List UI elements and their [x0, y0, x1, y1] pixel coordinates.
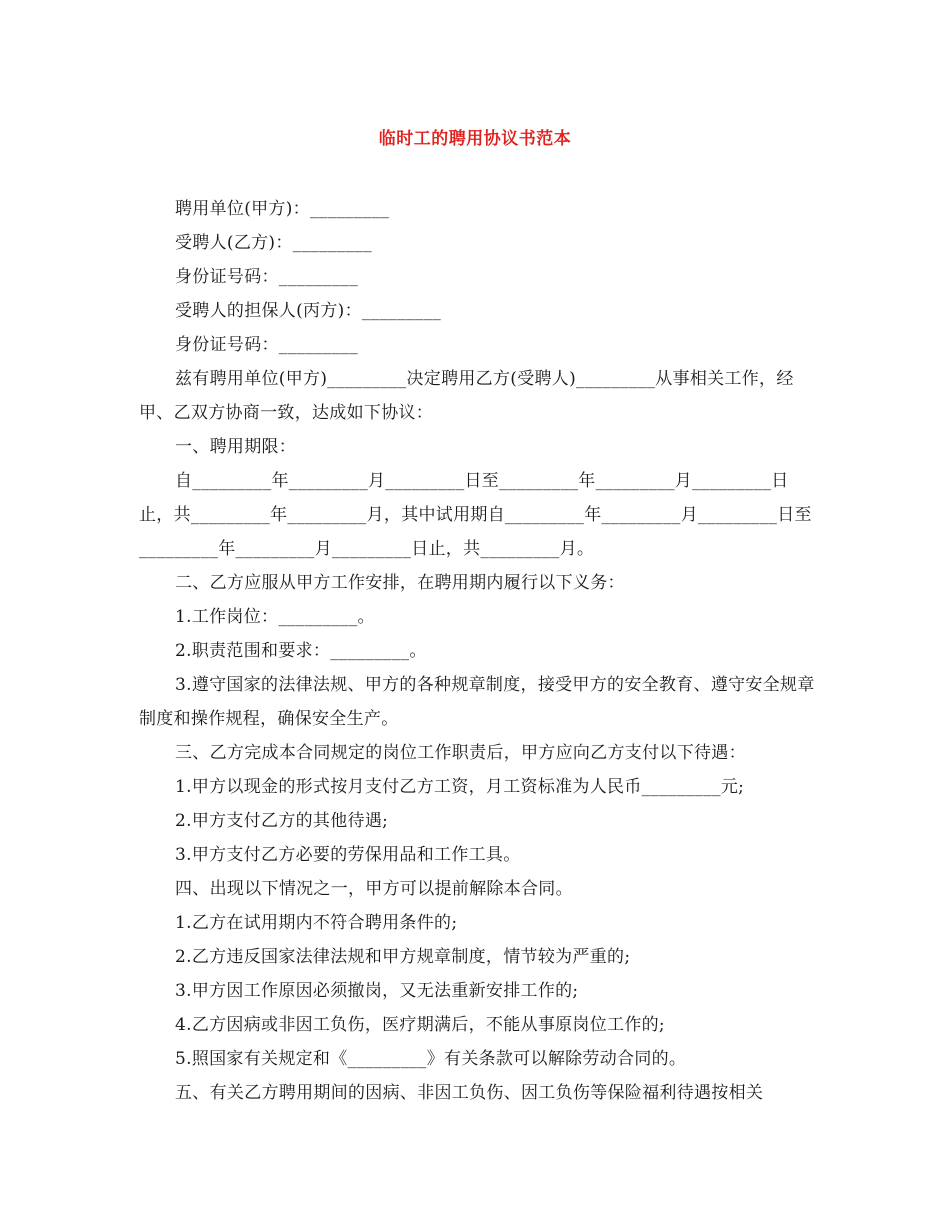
clause-item: 5.照国家有关规定和《_________》有关条款可以解除劳动合同的。 — [175, 1049, 687, 1069]
preamble-paragraph: 兹有聘用单位(甲方)_________决定聘用乙方(受聘人)_________从事相关工作，经甲、乙双方协商一致，达成如下协议： — [139, 369, 794, 423]
clause-item: 1.甲方以现金的形式按月支付乙方工资，月工资标准为人民币_________元; — [175, 777, 745, 797]
clause-item: 2.乙方违反国家法律法规和甲方规章制度，情节较为严重的; — [175, 947, 631, 967]
section-heading: 四、出现以下情况之一，甲方可以提前解除本合同。 — [175, 879, 573, 899]
clause-item: 3.遵守国家的法律法规、甲方的各种规章制度，接受甲方的安全教育、遵守安全规章制度和操作规程，确保安全生产。 — [139, 675, 815, 729]
clause-item: 1.乙方在试用期内不符合聘用条件的; — [175, 913, 458, 933]
document-title: 临时工的聘用协议书范本 — [378, 129, 572, 149]
clause-item: 3.甲方支付乙方必要的劳保用品和工作工具。 — [175, 845, 521, 865]
guarantor-id-line: 身份证号码：_________ — [175, 335, 358, 355]
id-number-line: 身份证号码：_________ — [175, 267, 358, 287]
document-body — [139, 192, 819, 1110]
section-heading: 二、乙方应服从甲方工作安排，在聘用期内履行以下义务： — [175, 573, 625, 593]
clause-item: 3.甲方因工作原因必须撤岗，又无法重新安排工作的; — [175, 981, 579, 1001]
term-paragraph: 自_________年_________月_________日至_________年_________月_________日止，共_________年_________月，其中试用期自_________年_________月_________日至_________年_________月_________日止，共_________月。 — [139, 471, 812, 559]
section-heading: 五、有关乙方聘用期间的因病、非因工负伤、因工负伤等保险福利待遇按相关 — [175, 1083, 764, 1103]
clause-item: 1.工作岗位：_________。 — [175, 607, 375, 627]
clause-item: 4.乙方因病或非因工负伤，医疗期满后，不能从事原岗位工作的; — [175, 1015, 665, 1035]
section-heading: 一、聘用期限： — [175, 437, 297, 457]
clause-item: 2.职责范围和要求：_________。 — [175, 641, 427, 661]
section-heading: 三、乙方完成本合同规定的岗位工作职责后，甲方应向乙方支付以下待遇： — [175, 743, 746, 763]
party-b-line: 受聘人(乙方)：_________ — [175, 233, 372, 253]
clause-item: 2.甲方支付乙方的其他待遇; — [175, 811, 389, 831]
guarantor-line: 受聘人的担保人(丙方)：_________ — [175, 301, 442, 321]
party-a-line: 聘用单位(甲方)：_________ — [175, 199, 390, 219]
